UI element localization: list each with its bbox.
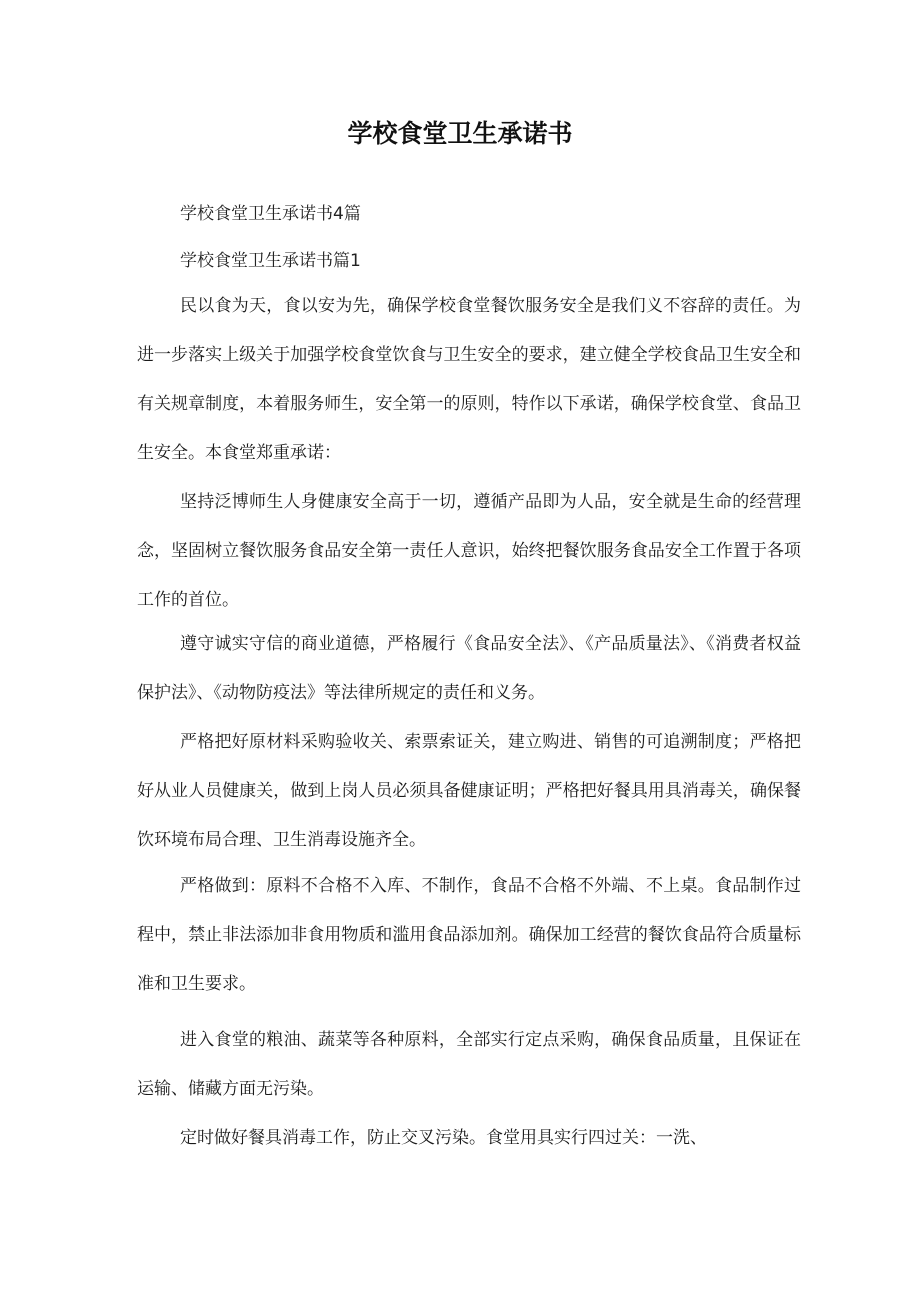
paragraph-1: 民以食为天，食以安为先，确保学校食堂餐饮服务安全是我们义不容辞的责任。为进一步落实上级关于加强学校食堂饮食与卫生安全的要求，建立健全学校食品卫生安全和有关规章制度，本着服务师生，安全第一的原则，特作以下承诺，确保学校食堂、食品卫生安全。本食堂郑重承诺： — [137, 296, 801, 463]
document-subtitle: 学校食堂卫生承诺书4篇 — [180, 204, 361, 224]
paragraph-5: 严格做到：原料不合格不入库、不制作，食品不合格不外端、不上桌。食品制作过程中，禁止非法添加非食用物质和滥用食品添加剂。确保加工经营的餐饮食品符合质量标准和卫生要求。 — [137, 876, 801, 994]
paragraph-2: 坚持泛博师生人身健康安全高于一切，遵循产品即为人品，安全就是生命的经营理念，坚固树立餐饮服务食品安全第一责任人意识，始终把餐饮服务食品安全工作置于各项工作的首位。 — [137, 492, 801, 610]
paragraph-4: 严格把好原材料采购验收关、索票索证关，建立购进、销售的可追溯制度；严格把好从业人员健康关，做到上岗人员必须具备健康证明；严格把好餐具用具消毒关，确保餐饮环境布局合理、卫生消毒设施齐全。 — [137, 732, 801, 850]
paragraph-7: 定时做好餐具消毒工作，防止交叉污染。食堂用具实行四过关：一洗、 — [180, 1128, 707, 1148]
document-title: 学校食堂卫生承诺书 — [347, 119, 573, 148]
paragraph-3: 遵守诚实守信的商业道德，严格履行《食品安全法》、《产品质量法》、《消费者权益保护法》、《动物防疫法》等法律所规定的责任和义务。 — [137, 634, 801, 703]
paragraph-6: 进入食堂的粮油、蔬菜等各种原料，全部实行定点采购，确保食品质量，且保证在运输、储藏方面无污染。 — [137, 1030, 801, 1099]
section-heading: 学校食堂卫生承诺书篇1 — [180, 251, 361, 271]
